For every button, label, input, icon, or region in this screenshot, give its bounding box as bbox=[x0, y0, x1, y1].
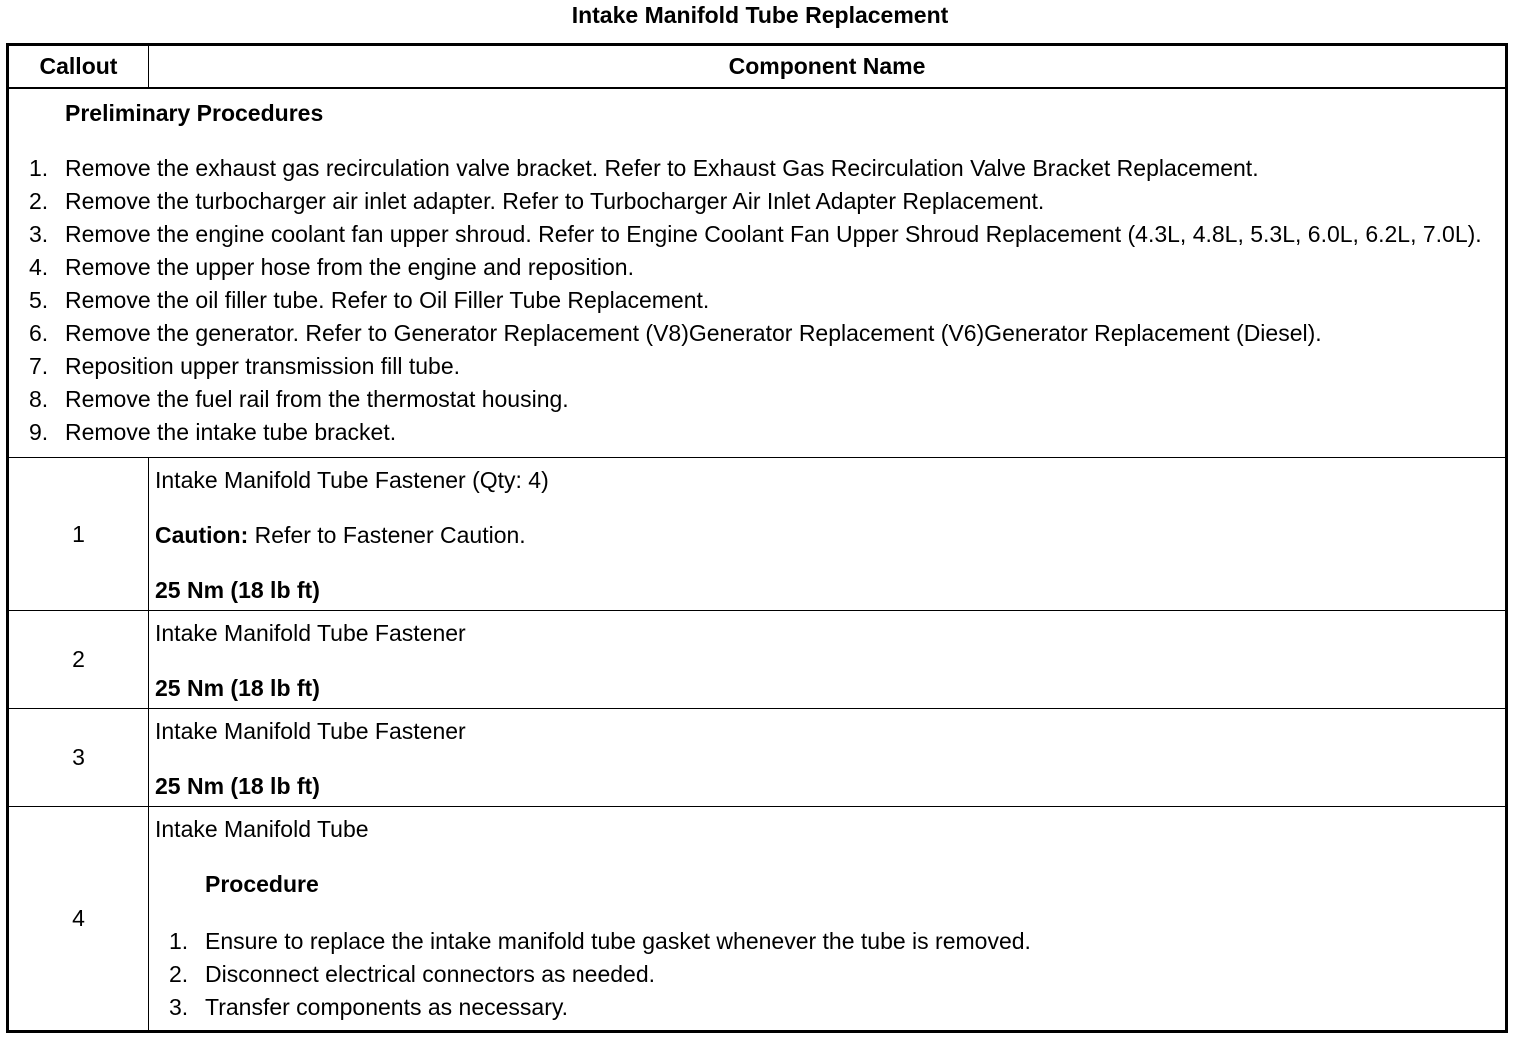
step-number: 1. bbox=[169, 928, 189, 954]
torque-spec: 25 Nm (18 lb ft) bbox=[155, 773, 320, 799]
component-name: Intake Manifold Tube Fastener bbox=[155, 620, 466, 646]
callout-cell: 4 bbox=[8, 807, 149, 1032]
procedure-title: Procedure bbox=[205, 871, 319, 897]
list-item bbox=[169, 991, 1499, 1024]
step-number: 5. bbox=[29, 287, 49, 313]
list-item bbox=[29, 152, 1497, 185]
step-number: 8. bbox=[29, 386, 49, 412]
step-number: 3. bbox=[169, 994, 189, 1020]
table-row bbox=[8, 611, 1507, 709]
torque-spec: 25 Nm (18 lb ft) bbox=[155, 577, 320, 603]
component-cell bbox=[149, 807, 1507, 1032]
component-cell bbox=[149, 458, 1507, 611]
step-text: Remove the engine coolant fan upper shroud. Refer to Engine Coolant Fan Upper Shroud Replacement (4.3L, 4.8L, 5.3L, 6.0L, 6.2L, 7.0L). bbox=[65, 221, 1482, 247]
step-text: Remove the turbocharger air inlet adapter. Refer to Turbocharger Air Inlet Adapter Replacement. bbox=[65, 188, 1045, 214]
list-item bbox=[29, 251, 1497, 284]
list-item bbox=[29, 416, 1497, 449]
preliminary-cell bbox=[8, 88, 1507, 458]
step-text: Remove the exhaust gas recirculation valve bracket. Refer to Exhaust Gas Recirculation Valve Bracket Replacement. bbox=[65, 155, 1259, 181]
step-number: 7. bbox=[29, 353, 49, 379]
step-number: 6. bbox=[29, 320, 49, 346]
component-cell bbox=[149, 611, 1507, 709]
step-text: Remove the generator. Refer to Generator Replacement (V8)Generator Replacement (V6)Generator Replacement (Diesel). bbox=[65, 320, 1322, 346]
step-number: 2. bbox=[29, 188, 49, 214]
component-name: Intake Manifold Tube bbox=[155, 816, 369, 842]
list-item bbox=[29, 284, 1497, 317]
list-item bbox=[29, 317, 1497, 350]
step-number: 3. bbox=[29, 221, 49, 247]
callout-cell: 3 bbox=[8, 709, 149, 807]
caution-text: Refer to Fastener Caution. bbox=[248, 522, 526, 548]
caution-label: Caution: bbox=[155, 522, 249, 548]
table-header-row bbox=[8, 45, 1507, 89]
component-name: Intake Manifold Tube Fastener bbox=[155, 718, 466, 744]
step-text: Remove the fuel rail from the thermostat housing. bbox=[65, 386, 569, 412]
list-item bbox=[29, 383, 1497, 416]
list-item bbox=[169, 958, 1499, 991]
step-text: Remove the oil filler tube. Refer to Oil Filler Tube Replacement. bbox=[65, 287, 710, 313]
component-name: Intake Manifold Tube Fastener (Qty: 4) bbox=[155, 467, 549, 493]
step-text: Ensure to replace the intake manifold tube gasket whenever the tube is removed. bbox=[205, 928, 1031, 954]
table-row bbox=[8, 458, 1507, 611]
procedure-table bbox=[6, 43, 1508, 1033]
callout-cell: 1 bbox=[8, 458, 149, 611]
caution-note bbox=[155, 521, 1499, 549]
list-item bbox=[29, 218, 1497, 251]
step-text: Remove the intake tube bracket. bbox=[65, 419, 397, 445]
table-row bbox=[8, 709, 1507, 807]
callout-header: Callout bbox=[8, 45, 149, 89]
component-cell bbox=[149, 709, 1507, 807]
list-item bbox=[29, 185, 1497, 218]
page-title: Intake Manifold Tube Replacement bbox=[571, 2, 949, 28]
list-item bbox=[29, 350, 1497, 383]
step-number: 4. bbox=[29, 254, 49, 280]
step-text: Disconnect electrical connectors as needed. bbox=[205, 961, 656, 987]
step-number: 1. bbox=[29, 155, 49, 181]
table-row bbox=[8, 807, 1507, 1032]
callout-cell: 2 bbox=[8, 611, 149, 709]
step-number: 2. bbox=[169, 961, 189, 987]
step-number: 9. bbox=[29, 419, 49, 445]
preliminary-title: Preliminary Procedures bbox=[65, 100, 324, 126]
torque-spec: 25 Nm (18 lb ft) bbox=[155, 675, 320, 701]
component-name-header: Component Name bbox=[149, 45, 1507, 89]
preliminary-row bbox=[8, 88, 1507, 458]
procedure-steps-list bbox=[155, 925, 1499, 1024]
step-text: Reposition upper transmission fill tube. bbox=[65, 353, 461, 379]
step-text: Transfer components as necessary. bbox=[205, 994, 569, 1020]
list-item bbox=[169, 925, 1499, 958]
step-text: Remove the upper hose from the engine and reposition. bbox=[65, 254, 634, 280]
preliminary-steps-list bbox=[29, 152, 1497, 449]
